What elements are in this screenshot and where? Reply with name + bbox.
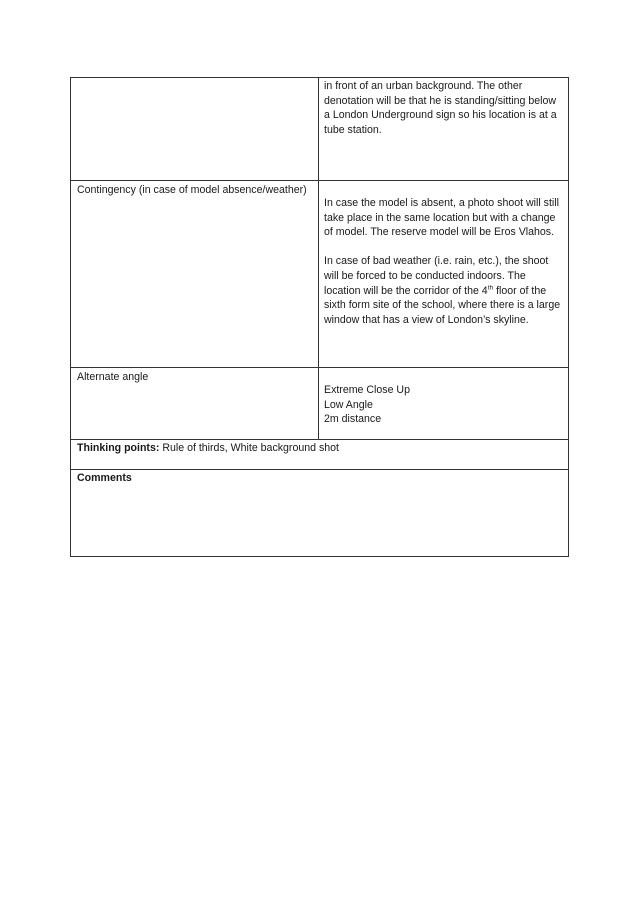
alternate-angle-label-cell bbox=[71, 368, 319, 440]
table-row bbox=[71, 470, 569, 557]
thinking-points-cell bbox=[71, 440, 569, 470]
model-absence-paragraph: In case the model is absent, a photo shoot will still take place in the same location but with a change of model. The reserve model will be Eros Vlahos. bbox=[324, 197, 559, 239]
ordinal-suffix: th bbox=[487, 284, 494, 292]
planning-table bbox=[70, 77, 569, 557]
thinking-points-text: Rule of thirds, White background shot bbox=[159, 442, 339, 454]
thinking-points-label: Thinking points: bbox=[77, 442, 160, 454]
table-row bbox=[71, 440, 569, 470]
description-cell bbox=[319, 78, 569, 181]
distance-line: 2m distance bbox=[324, 413, 382, 426]
row1-right-text: in front of an urban background. The other denotation will be that he is standing/sitting below a London Underground sign so his location is at a tube station. bbox=[324, 80, 557, 136]
weather-text-start: In case of bad weather (i.e. rain, etc.), the shoot will be forced to be conducted indoors. The location will be the corridor of the 4 bbox=[324, 255, 549, 297]
comments-cell bbox=[71, 470, 569, 557]
alternate-angle-cell bbox=[319, 368, 569, 440]
table-row bbox=[71, 368, 569, 440]
contingency-label-cell bbox=[71, 181, 319, 368]
comments-label: Comments bbox=[77, 472, 132, 484]
table-row bbox=[71, 78, 569, 181]
contingency-text-cell bbox=[319, 181, 569, 368]
angle-line: Low Angle bbox=[324, 398, 373, 411]
table-row bbox=[71, 181, 569, 368]
weather-paragraph bbox=[324, 254, 562, 327]
shot-type-line: Extreme Close Up bbox=[324, 384, 410, 396]
alternate-angle-label: Alternate angle bbox=[77, 371, 149, 383]
weather-text-end: floor of the sixth form site of the school, where there is a large window that has a view of London’s skyline. bbox=[324, 284, 561, 326]
row1-left-text bbox=[71, 78, 318, 80]
contingency-label: Contingency (in case of model absence/weather) bbox=[77, 184, 307, 196]
empty-cell bbox=[71, 78, 319, 181]
